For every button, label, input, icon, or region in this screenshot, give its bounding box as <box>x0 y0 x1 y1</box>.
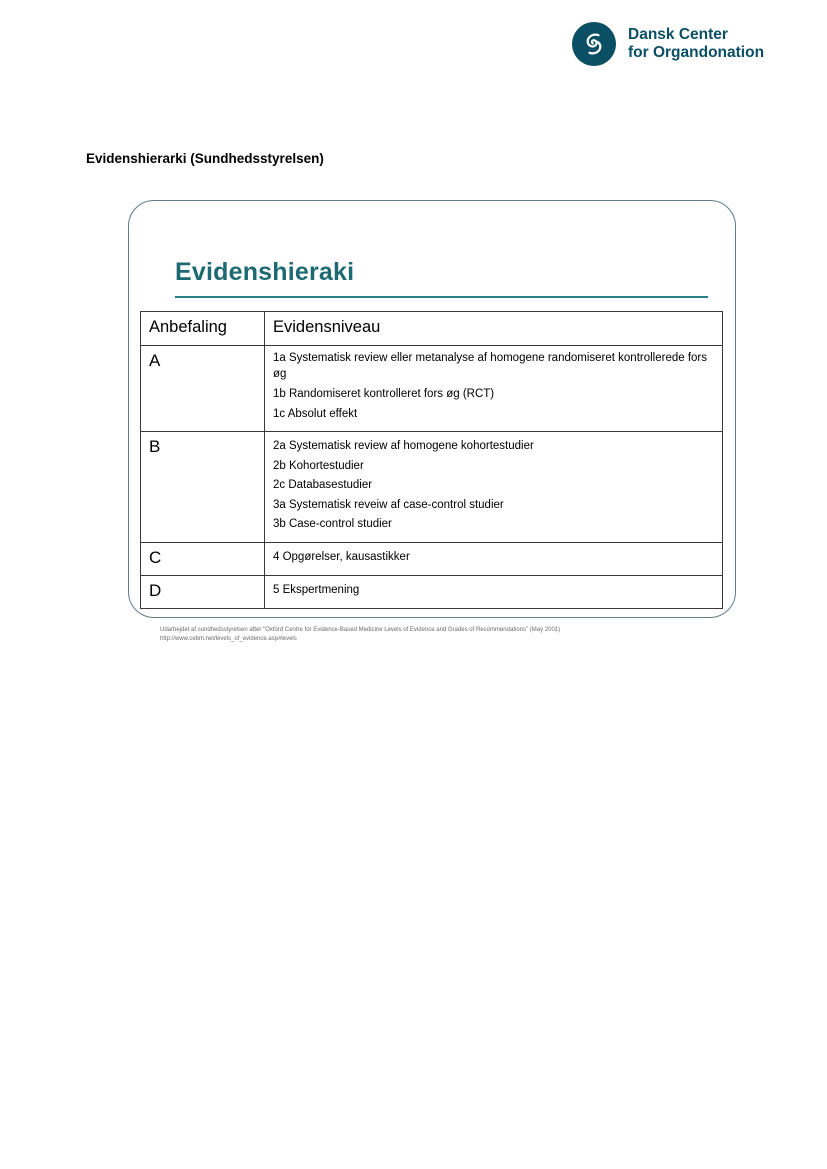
column-header-evidensniveau: Evidensniveau <box>265 312 723 346</box>
brand-logo-line-1: Dansk Center <box>628 26 728 43</box>
level-item: 4 Opgørelser, kausastikker <box>273 550 410 563</box>
level-item: 1c Absolut effekt <box>273 407 358 420</box>
level-item: 1b Randomiseret kontrolleret fors øg (RCT) <box>273 388 495 400</box>
brand-logo <box>572 22 764 66</box>
evidence-table <box>140 311 723 609</box>
column-header-anbefaling: Anbefaling <box>141 312 265 346</box>
level-item: 2b Kohortestudier <box>273 459 364 472</box>
table-row <box>141 575 723 608</box>
levels-cell <box>265 346 723 432</box>
level-item: 1a Systematisk review eller metanalyse af homogene randomiseret kontrollerede fors øg <box>273 352 708 380</box>
table-row <box>141 542 723 575</box>
brand-logo-line-2: for Organdonation <box>628 44 765 61</box>
levels-cell <box>265 575 723 608</box>
page-title: Evidenshierarki (Sundhedsstyrelsen) <box>86 151 324 166</box>
level-item: 2c Databasestudier <box>273 479 373 491</box>
slide-footnote <box>160 626 720 644</box>
table-row <box>141 346 723 432</box>
level-item: 2a Systematisk review af homogene kohortestudier <box>273 440 534 452</box>
grade-cell: D <box>141 575 265 608</box>
levels-cell <box>265 432 723 543</box>
level-item: 3a Systematisk reveiw af case-control studier <box>273 498 504 511</box>
footnote-line-1: Udarbejdet af sundhedsstyrelsen after "Oxford Centre for Evidence-Based Medicine Levels of Evidence and Grades of Recommendations" (May 2001) <box>160 627 561 633</box>
grade-cell: B <box>141 432 265 543</box>
swirl-drop-icon <box>572 22 616 66</box>
evidence-hierarchy-slide <box>128 200 736 618</box>
level-item: 3b Case-control studier <box>273 518 392 530</box>
grade-cell: A <box>141 346 265 432</box>
level-item: 5 Ekspertmening <box>273 583 360 596</box>
slide-title: Evidenshieraki <box>175 258 355 286</box>
grade-cell: C <box>141 542 265 575</box>
levels-cell <box>265 542 723 575</box>
slide-title-divider <box>175 296 708 298</box>
brand-logo-text <box>628 26 764 62</box>
table-header-row <box>141 312 723 346</box>
footnote-line-2: http://www.cebm.net/levels_of_evidence.asp#levels <box>160 636 297 642</box>
table-row <box>141 432 723 543</box>
